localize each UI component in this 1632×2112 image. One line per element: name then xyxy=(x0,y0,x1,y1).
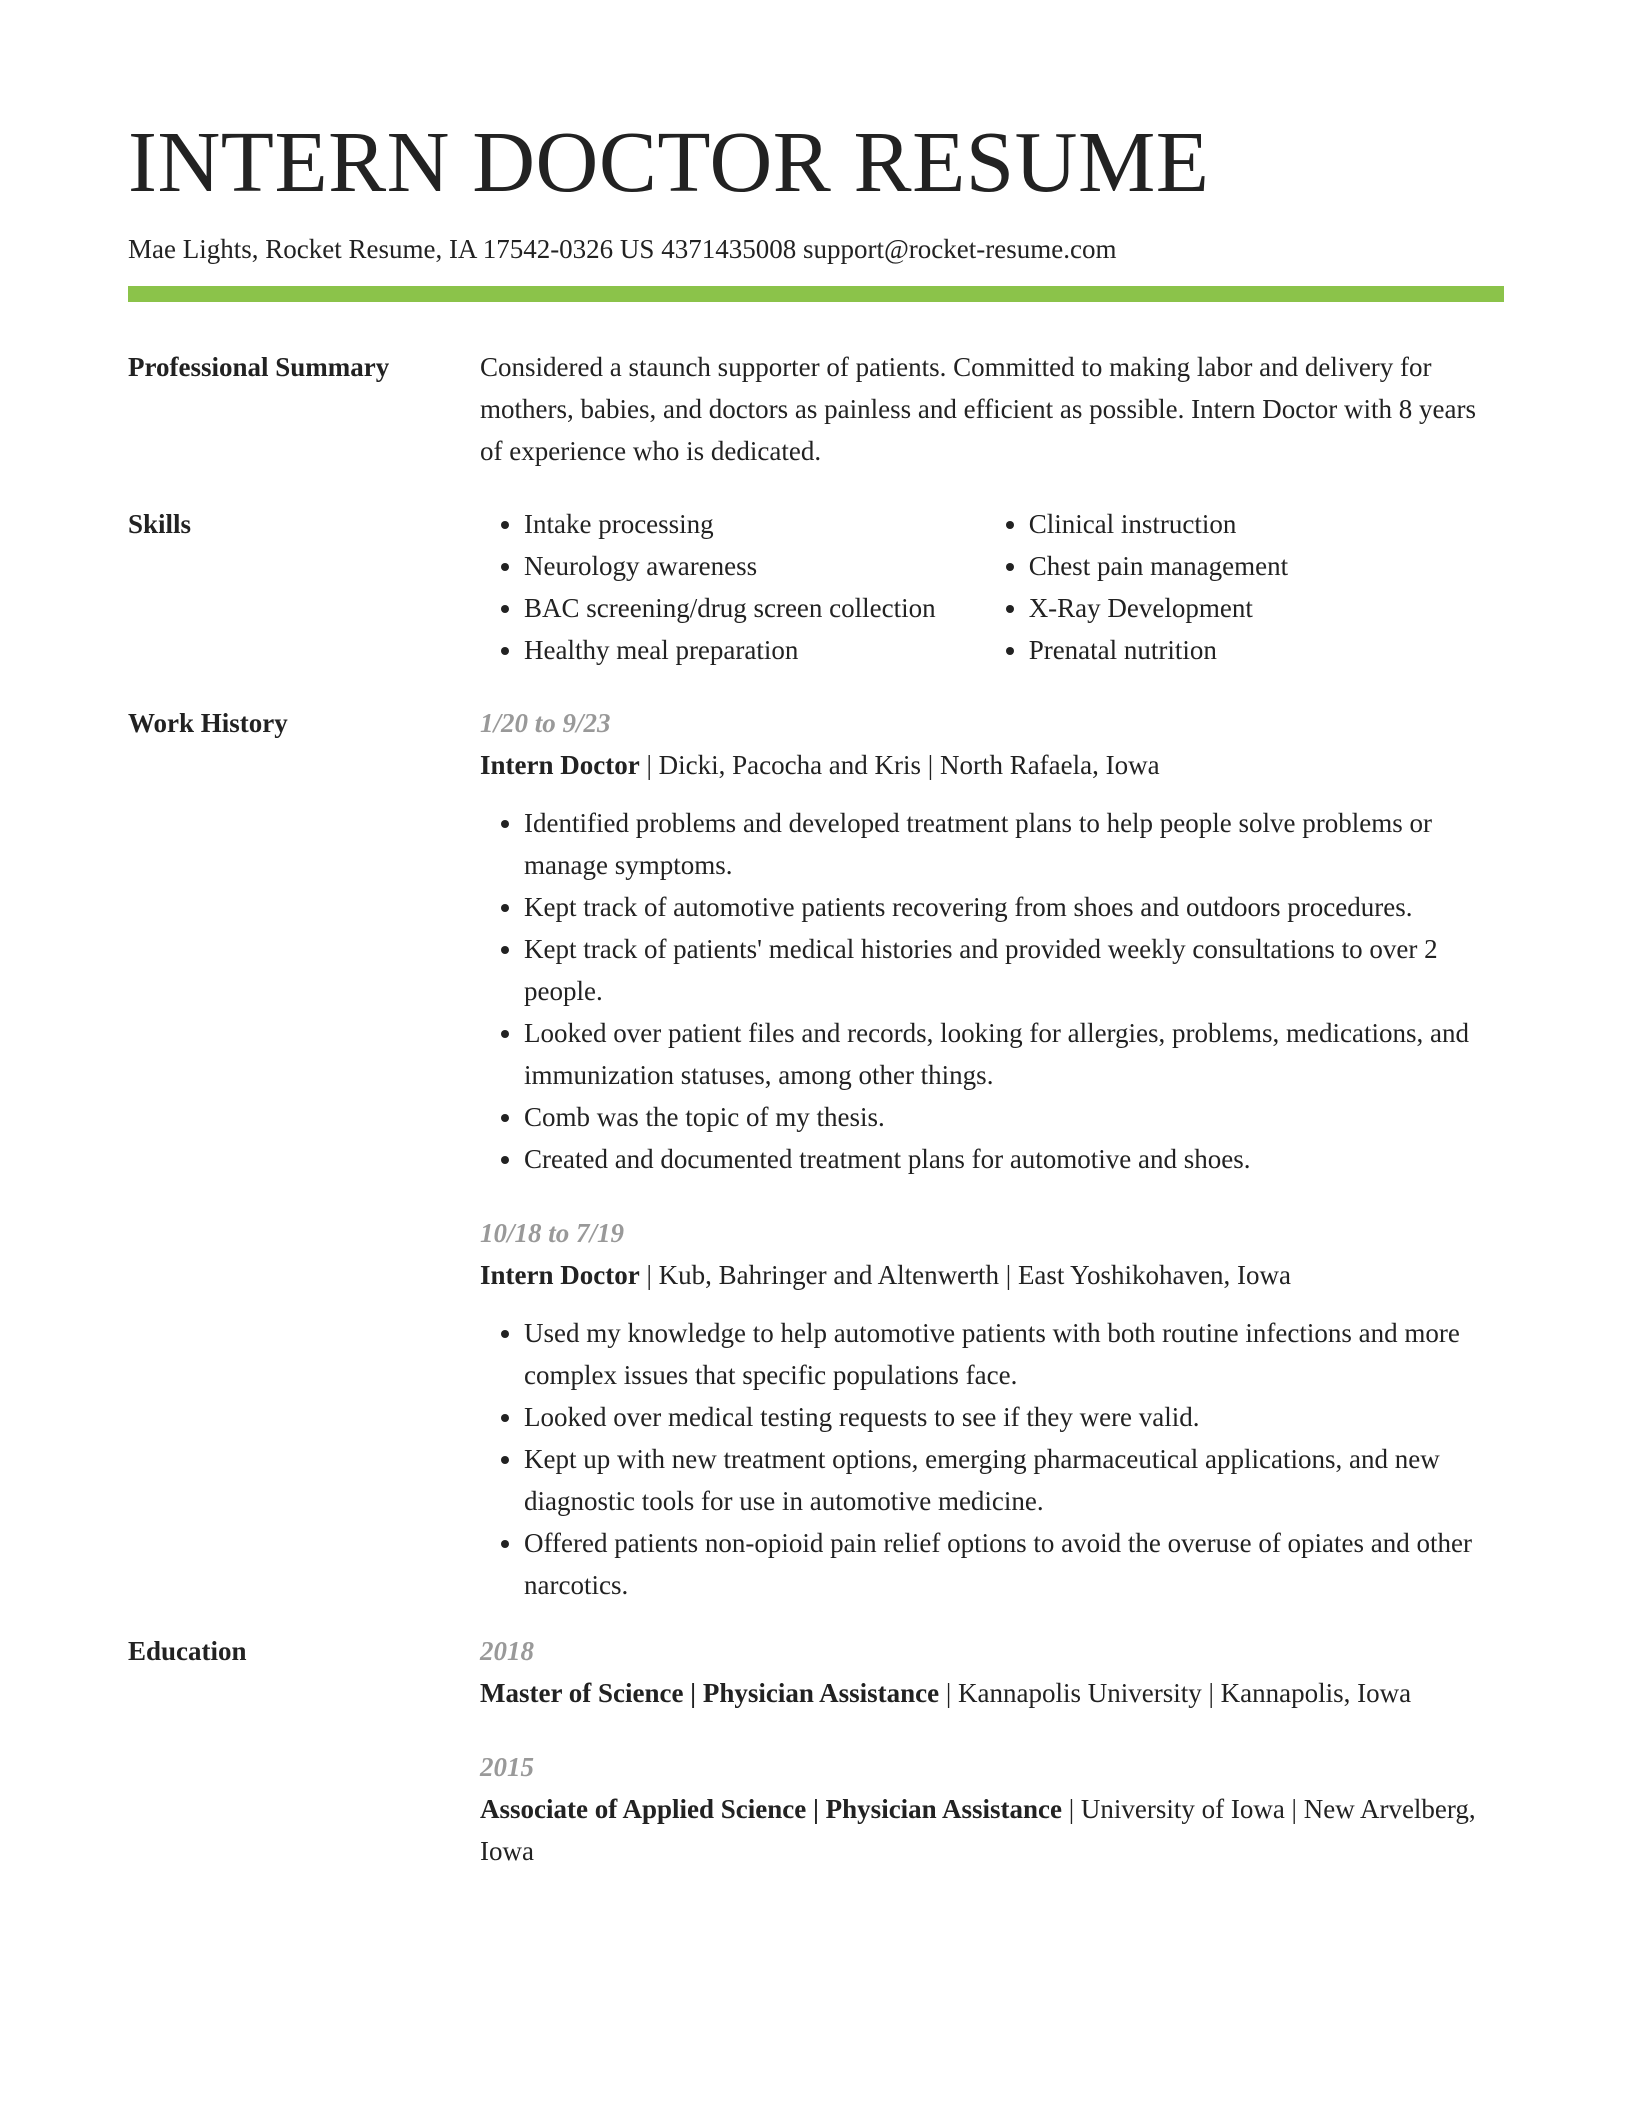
education-details: | University of Iowa | New Arvelberg, Iowa xyxy=(480,1794,1476,1866)
skill-item: • X-Ray Development xyxy=(1029,587,1504,629)
job-bullets xyxy=(480,1312,1504,1606)
job-bullet: • Looked over patient files and records, looking for allergies, problems, medications, and immunization statuses, among other things. xyxy=(524,1012,1504,1096)
skill-item: • Chest pain management xyxy=(1029,545,1504,587)
skill-item: • Neurology awareness xyxy=(524,545,985,587)
job-bullet: • Offered patients non-opioid pain relief options to avoid the overuse of opiates and other narcotics. xyxy=(524,1522,1504,1606)
skills-label: Skills xyxy=(128,509,192,539)
education-label: Education xyxy=(128,1636,247,1666)
accent-divider xyxy=(128,286,1504,302)
skill-item: • Prenatal nutrition xyxy=(1029,629,1504,671)
job-title: Intern Doctor xyxy=(480,750,640,780)
job-entry xyxy=(480,1212,1504,1606)
skills-grid xyxy=(480,503,1504,671)
summary-body xyxy=(480,346,1504,472)
job-entry xyxy=(480,702,1504,1180)
job-bullet: • Looked over medical testing requests to see if they were valid. xyxy=(524,1396,1504,1438)
job-details: | Kub, Bahringer and Altenwerth | East Yoshikohaven, Iowa xyxy=(639,1260,1291,1290)
job-dates: 1/20 to 9/23 xyxy=(480,708,611,738)
job-heading xyxy=(480,744,1504,786)
job-bullet: • Kept track of patients' medical histories and provided weekly consultations to over 2 people. xyxy=(524,928,1504,1012)
education-degree: Master of Science | Physician Assistance xyxy=(480,1678,940,1708)
job-bullet: • Kept up with new treatment options, emerging pharmaceutical applications, and new diagnostic tools for use in automotive medicine. xyxy=(524,1438,1504,1522)
skills-body xyxy=(480,503,1504,671)
summary-text: Considered a staunch supporter of patients. Committed to making labor and delivery for mothers, babies, and doctors as painless and efficient as possible. Intern Doctor with 8 years of experience who is dedicated. xyxy=(480,352,1476,466)
education-heading xyxy=(480,1672,1504,1714)
job-details: | Dicki, Pacocha and Kris | North Rafaela, Iowa xyxy=(639,750,1160,780)
skill-item: • BAC screening/drug screen collection xyxy=(524,587,985,629)
job-dates: 10/18 to 7/19 xyxy=(480,1218,625,1248)
education-body xyxy=(480,1630,1504,1872)
job-bullet: • Used my knowledge to help automotive patients with both routine infections and more complex issues that specific populations face. xyxy=(524,1312,1504,1396)
skills-column-left xyxy=(480,503,985,671)
education-degree: Associate of Applied Science | Physician Assistance xyxy=(480,1794,1062,1824)
education-entry xyxy=(480,1746,1504,1872)
resume-title: INTERN DOCTOR RESUME xyxy=(128,113,1210,210)
skill-item: • Intake processing xyxy=(524,503,985,545)
job-heading xyxy=(480,1254,1504,1296)
job-bullet: • Kept track of automotive patients recovering from shoes and outdoors procedures. xyxy=(524,886,1504,928)
work-history-label: Work History xyxy=(128,708,288,738)
skill-item: • Healthy meal preparation xyxy=(524,629,985,671)
education-year: 2015 xyxy=(480,1752,534,1782)
work-history-body xyxy=(480,702,1504,1606)
job-bullet: • Created and documented treatment plans for automotive and shoes. xyxy=(524,1138,1504,1180)
contact-line: Mae Lights, Rocket Resume, IA 17542-0326 US 4371435008 support@rocket-resume.com xyxy=(128,234,1117,264)
job-title: Intern Doctor xyxy=(480,1260,640,1290)
education-heading xyxy=(480,1788,1504,1872)
job-bullet: • Identified problems and developed treatment plans to help people solve problems or manage symptoms. xyxy=(524,802,1504,886)
education-year: 2018 xyxy=(480,1636,534,1666)
job-bullets xyxy=(480,802,1504,1180)
skills-column-right xyxy=(985,503,1504,671)
education-details: | Kannapolis University | Kannapolis, Iowa xyxy=(939,1678,1412,1708)
summary-label: Professional Summary xyxy=(128,352,390,382)
education-entry xyxy=(480,1630,1504,1714)
skill-item: • Clinical instruction xyxy=(1029,503,1504,545)
job-bullet: • Comb was the topic of my thesis. xyxy=(524,1096,1504,1138)
